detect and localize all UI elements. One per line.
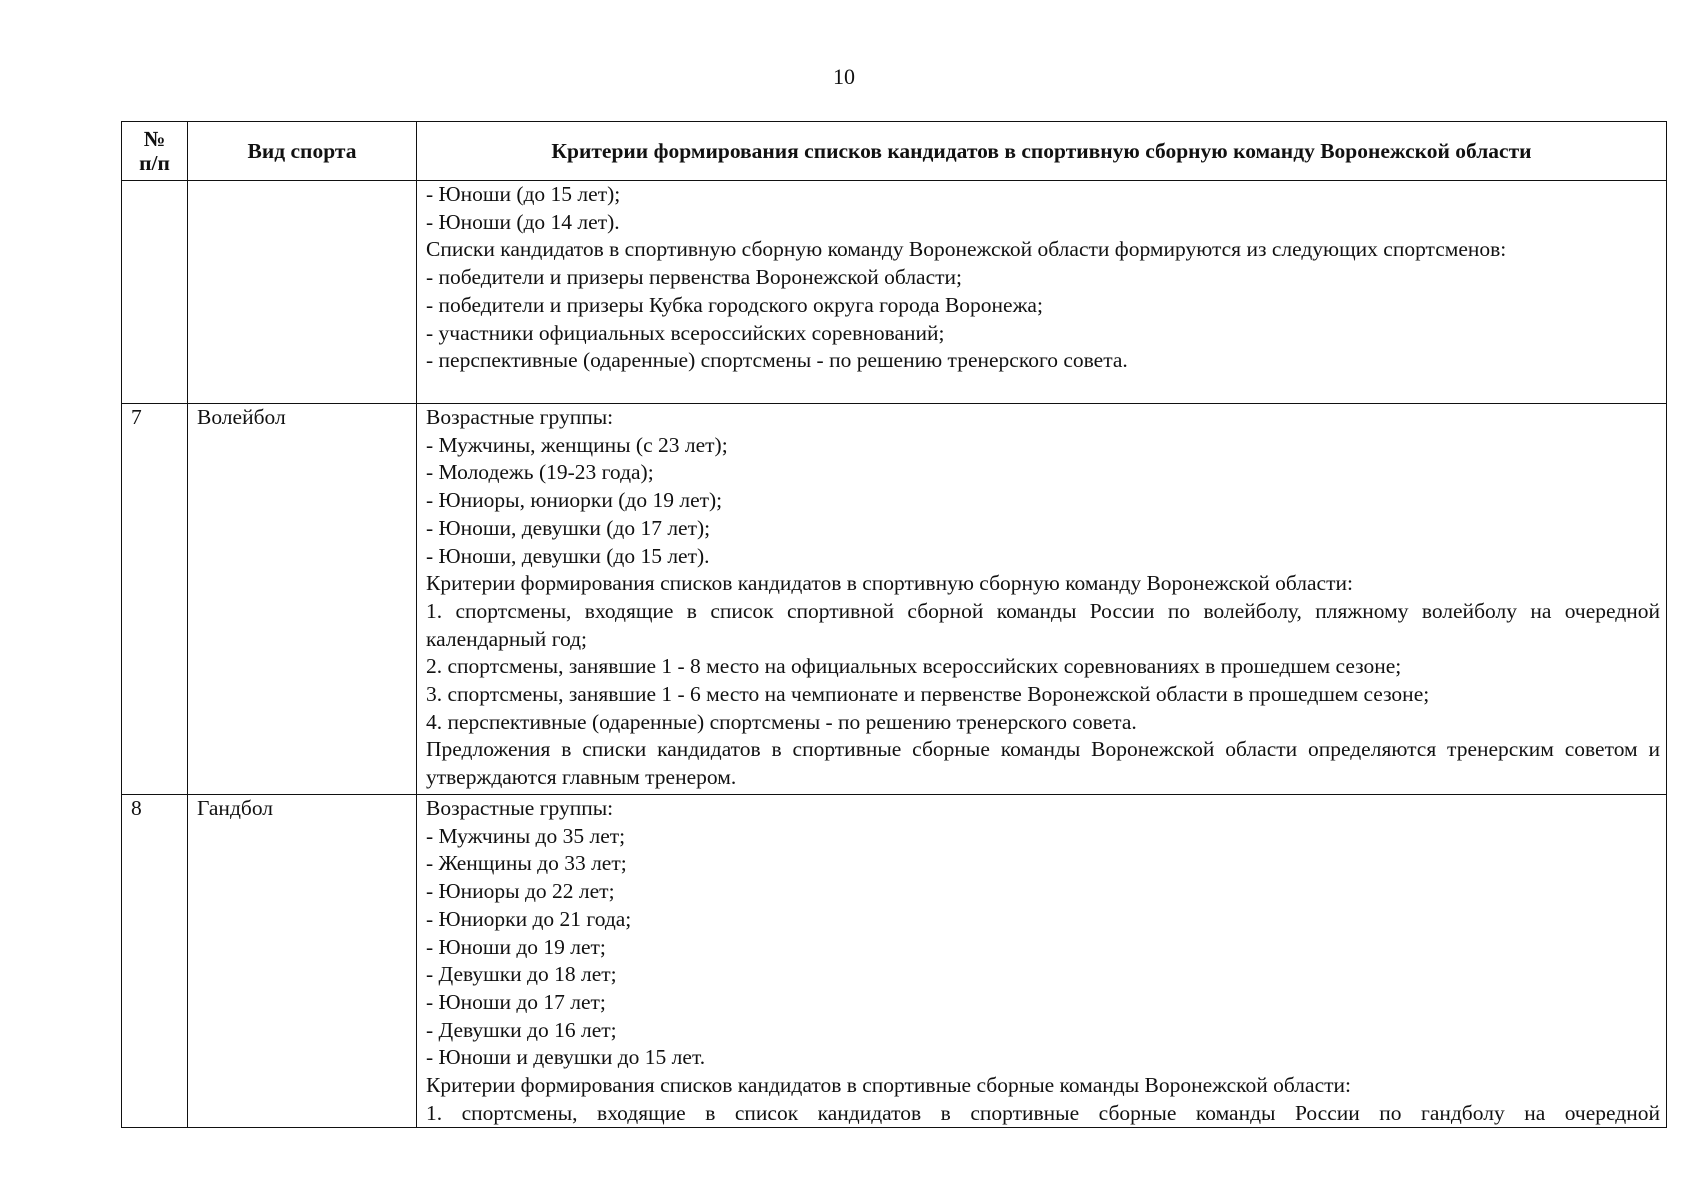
row-criteria (417, 181, 1667, 404)
criteria-line: - Женщины до 33 лет; (426, 851, 627, 876)
criteria-line: - Юноши, девушки (до 15 лет). (426, 543, 710, 568)
criteria-paragraph: 1. спортсмены, входящие в список спортивной сборной команды России по волейболу, пляжному волейболу на очередной календарный год; (426, 598, 1660, 651)
criteria-line: - Юноши, девушки (до 17 лет); (426, 515, 711, 540)
row-sport: Гандбол (188, 795, 417, 1128)
criteria-line: Возрастные группы: (426, 405, 614, 429)
criteria-line: - Девушки до 18 лет; (426, 962, 617, 987)
header-number-line1: № (143, 127, 166, 151)
row-number: 8 (122, 795, 188, 1128)
criteria-line: - Юниоры, юниорки (до 19 лет); (426, 488, 723, 513)
header-number-line2: п/п (139, 151, 170, 175)
page-number: 10 (833, 64, 855, 89)
criteria-line: - перспективные (одаренные) спортсмены - по решению тренерского совета. (426, 348, 1128, 373)
table-row (122, 404, 1667, 795)
criteria-line: 3. спортсмены, занявшие 1 - 6 место на чемпионате и первенстве Воронежской области в прошедшем сезоне; (426, 682, 1430, 707)
criteria-paragraph: Предложения в списки кандидатов в спортивные сборные команды Воронежской области определяются тренерским советом и утверждаются главным тренером. (426, 737, 1660, 790)
criteria-line: Возрастные группы: (426, 796, 614, 820)
row-criteria (417, 795, 1667, 1128)
row-sport (188, 181, 417, 404)
criteria-line: 4. перспективные (одаренные) спортсмены - по решению тренерского совета. (426, 709, 1137, 734)
criteria-line: Критерии формирования списков кандидатов в спортивные сборные команды Воронежской области: (426, 1073, 1351, 1098)
criteria-line: - Мужчины, женщины (с 23 лет); (426, 432, 728, 457)
criteria-line: 2. спортсмены, занявшие 1 - 8 место на официальных всероссийских соревнованиях в прошедшем сезоне; (426, 654, 1402, 679)
header-criteria: Критерии формирования списков кандидатов в спортивную сборную команду Воронежской области (417, 122, 1667, 181)
criteria-line: - Девушки до 16 лет; (426, 1017, 617, 1042)
criteria-line: - победители и призеры первенства Воронежской области; (426, 265, 963, 290)
header-number (122, 122, 188, 181)
criteria-line: - Юноши (до 15 лет); (426, 182, 621, 206)
table-row (122, 795, 1667, 1128)
header-sport: Вид спорта (188, 122, 417, 181)
criteria-paragraph: 1. спортсмены, входящие в список кандидатов в спортивные сборные команды России по гандболу на очередной (426, 1100, 1660, 1125)
criteria-line: - Юноши до 19 лет; (426, 934, 606, 959)
criteria-line: Критерии формирования списков кандидатов в спортивную сборную команду Воронежской области: (426, 571, 1353, 596)
row-sport: Волейбол (188, 404, 417, 795)
row-number (122, 181, 188, 404)
criteria-line: - участники официальных всероссийских соревнований; (426, 320, 945, 345)
criteria-line: - Мужчины до 35 лет; (426, 823, 626, 848)
criteria-line: - победители и призеры Кубка городского округа города Воронежа; (426, 292, 1043, 317)
criteria-line: - Юниоры до 22 лет; (426, 879, 615, 904)
criteria-line: - Юниорки до 21 года; (426, 906, 632, 931)
criteria-line: - Юноши до 17 лет; (426, 989, 606, 1014)
row-number: 7 (122, 404, 188, 795)
criteria-paragraph: Списки кандидатов в спортивную сборную команду Воронежской области формируются из следующих спортсменов: (426, 237, 1507, 262)
table-row (122, 181, 1667, 404)
criteria-line: - Молодежь (19-23 года); (426, 460, 654, 485)
criteria-table (121, 121, 1667, 1128)
criteria-line: - Юноши и девушки до 15 лет. (426, 1045, 706, 1070)
row-criteria (417, 404, 1667, 795)
criteria-line: - Юноши (до 14 лет). (426, 209, 620, 234)
table-header-row (122, 122, 1667, 181)
